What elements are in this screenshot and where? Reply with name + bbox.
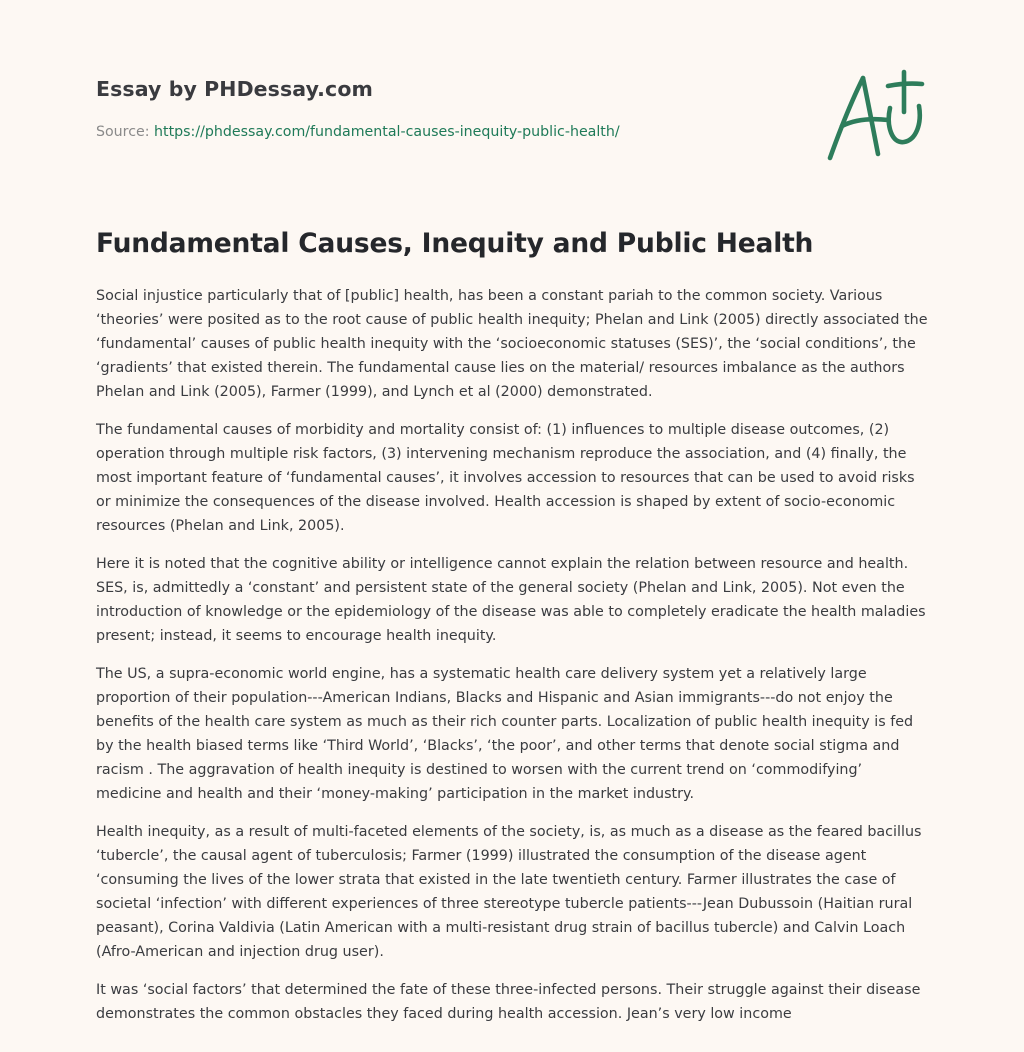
paragraph: The fundamental causes of morbidity and mortality consist of: (1) influences to multiple disease outcomes, (2) operation through multiple risk factors, (3) intervening mechanism reproduce the association, and (4) finally, the most important feature of ‘fundamental causes’, it involves accession to resources that can be used to avoid risks or minimize the consequences of the disease involved. Health accession is shaped by extent of socio-economic resources (Phelan and Link, 2005). xyxy=(96,422,915,534)
source-link[interactable]: https://phdessay.com/fundamental-causes-inequity-public-health/ xyxy=(154,124,620,140)
brand-title: Essay by PHDessay.com xyxy=(96,77,373,101)
article-body xyxy=(96,284,932,1040)
source-line xyxy=(96,122,856,142)
article-title: Fundamental Causes, Inequity and Public Health xyxy=(96,228,814,259)
paragraph: It was ‘social factors’ that determined the fate of these three-infected persons. Their struggle against their disease demonstrates the common obstacles they faced during health accession. Jean’s very low income xyxy=(96,982,921,1022)
paragraph: The US, a supra-economic world engine, has a systematic health care delivery system yet a relatively large proportion of their population---American Indians, Blacks and Hispanic and Asian immigrants---do not enjoy the benefits of the health care system as much as their rich counter parts. Localization of public health inequity is fed by the health biased terms like ‘Third World’, ‘Blacks’, ‘the poor’, and other terms that denote social stigma and racism . The aggravation of health inequity is destined to worsen with the current trend on ‘commodifying’ medicine and health and their ‘money-making’ participation in the market industry. xyxy=(96,666,914,802)
a-plus-grade-icon xyxy=(818,62,930,166)
page-header xyxy=(96,74,856,142)
paragraph: Health inequity, as a result of multi-faceted elements of the society, is, as much as a disease as the feared bacillus ‘tubercle’, the causal agent of tuberculosis; Farmer (1999) illustrated the consumption of the disease agent ‘consuming the lives of the lower strata that existed in the late twentieth century. Farmer illustrates the case of societal ‘infection’ with different experiences of three stereotype tubercle patients---Jean Dubussoin (Haitian rural peasant), Corina Valdivia (Latin American with a multi-resistant drug strain of bacillus tubercle) and Calvin Loach (Afro-American and injection drug user). xyxy=(96,824,922,960)
paragraph: Social injustice particularly that of [public] health, has been a constant pariah to the common society. Various ‘theories’ were posited as to the root cause of public health inequity; Phelan and Link (2005) directly associated the ‘fundamental’ causes of public health inequity with the ‘socioeconomic statuses (SES)’, the ‘social conditions’, the ‘gradients’ that existed therein. The fundamental cause lies on the material/ resources imbalance as the authors Phelan and Link (2005), Farmer (1999), and Lynch et al (2000) demonstrated. xyxy=(96,288,928,400)
source-label: Source: xyxy=(96,124,155,140)
paragraph: Here it is noted that the cognitive ability or intelligence cannot explain the relation between resource and health. SES, is, admittedly a ‘constant’ and persistent state of the general society (Phelan and Link, 2005). Not even the introduction of knowledge or the epidemiology of the disease was able to completely eradicate the health maladies present; instead, it seems to encourage health inequity. xyxy=(96,556,926,644)
